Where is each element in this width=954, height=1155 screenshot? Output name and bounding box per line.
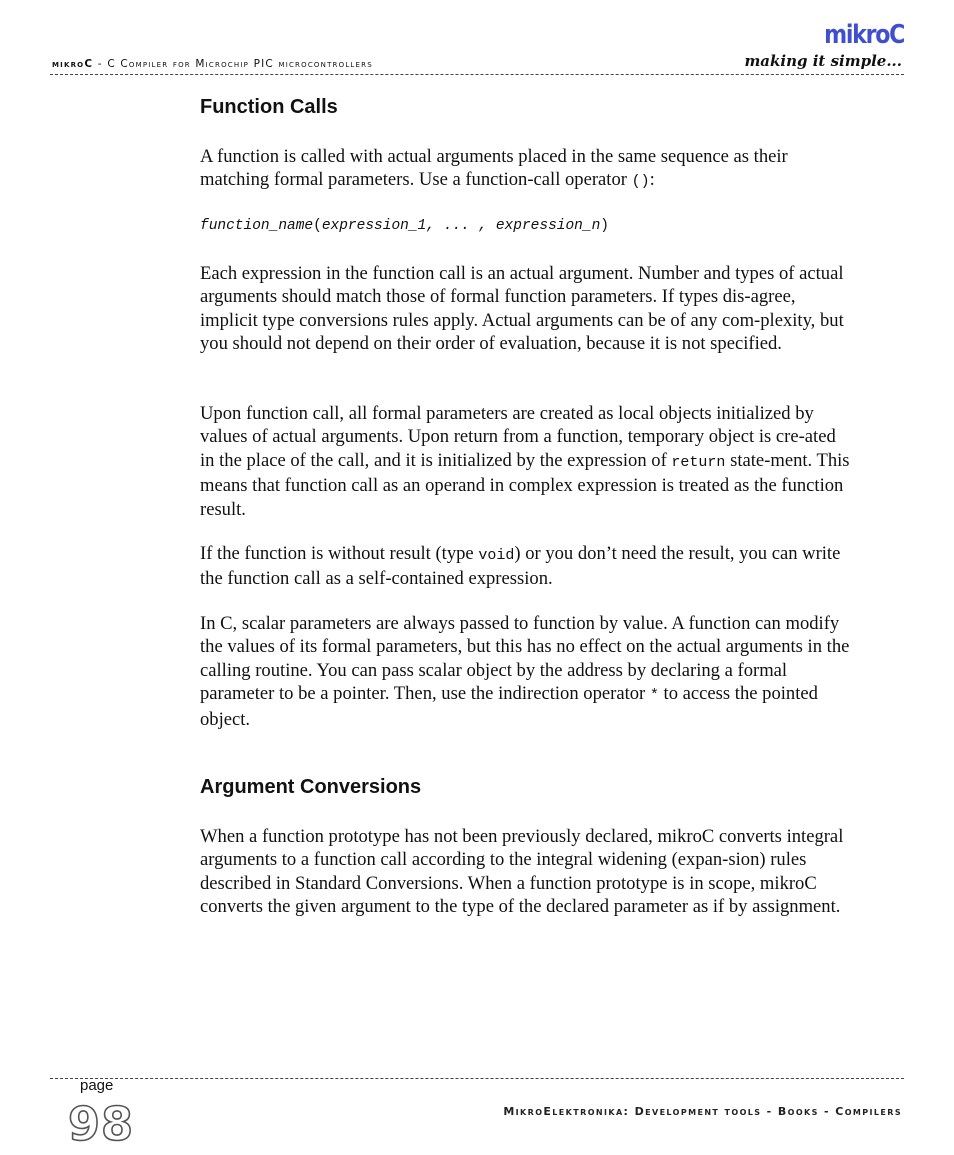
inline-code: () xyxy=(631,173,650,191)
header-title: - C Compiler for Microchip PIC microcontrollers xyxy=(93,58,373,70)
paragraph-formal-parameters: Upon function call, all formal parameters are created as local objects initialized by values of actual arguments. Upon return from a function, temporary object is cre-ated in the place of the call, and it is initialized by the expression of return state-ment. This means that function call as an operand in complex expression is treated as the function result. xyxy=(200,403,850,520)
inline-code: return xyxy=(671,453,726,471)
inline-code: * xyxy=(649,687,659,705)
paragraph-void-result: If the function is without result (type void) or you don’t need the result, you can write the function call as a self-contained expression. xyxy=(200,543,841,590)
inline-code: void xyxy=(478,547,515,564)
section-heading-function-calls: Function Calls xyxy=(200,96,338,118)
paragraph-function-call-intro: A function is called with actual arguments placed in the same sequence as their matching formal parameters. Use a function-call operator (): xyxy=(200,146,788,191)
header-brand: mikroC xyxy=(52,58,94,70)
tagline: making it simple... xyxy=(744,52,902,70)
footer-divider xyxy=(50,1078,904,1079)
paragraph-actual-arguments: Each expression in the function call is an actual argument. Number and types of actual arguments should match those of formal function parameters. If types dis-agree, implicit type conversions rules apply. Actual arguments can be of any com-plexity, but you should not depend on their order of evaluation, because it is not specified. xyxy=(200,263,844,355)
page-label: page xyxy=(80,1077,114,1094)
page-number: 98 xyxy=(68,1097,135,1151)
code-example-function-call: function_name(expression_1, ... , expression_n) xyxy=(200,218,609,234)
paragraph-argument-conversions: When a function prototype has not been previously declared, mikroC converts integral arguments to a function call according to the integral widening (expan-sion) rules described in Standard Conversions. When a function prototype is in scope, mikroC converts the given argument to the type of the declared parameter as if by assignment. xyxy=(200,826,844,918)
mikroc-logo: mikroC xyxy=(824,20,904,50)
publisher-footer: MikroElektronika: Development tools - Books - Compilers xyxy=(503,1105,902,1118)
running-header xyxy=(52,58,373,70)
section-heading-argument-conversions: Argument Conversions xyxy=(200,776,422,798)
header-divider xyxy=(50,74,904,75)
paragraph-scalar-parameters: In C, scalar parameters are always passed to function by value. A function can modify the values of its formal parameters, but this has no effect on the actual arguments in the calling routine. You can pass scalar object by the address by declaring a formal parameter to be a pointer. Then, use the indirection operator * to access the pointed object. xyxy=(200,613,850,730)
